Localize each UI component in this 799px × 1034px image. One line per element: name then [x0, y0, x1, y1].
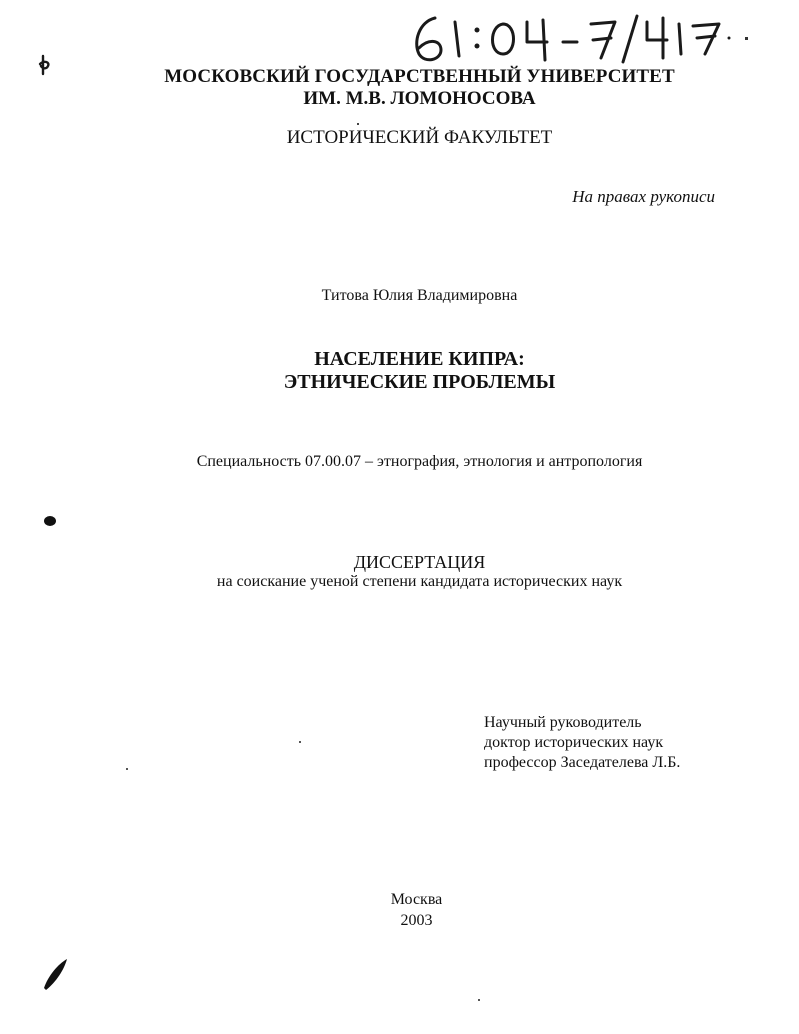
supervisor-title: доктор исторических наук: [484, 734, 664, 751]
scan-mark-middle: [42, 514, 58, 528]
university-name: МОСКОВСКИЙ ГОСУДАРСТВЕННЫЙ УНИВЕРСИТЕТ: [164, 66, 675, 87]
scan-dot: [478, 999, 480, 1001]
city: Москва: [390, 891, 443, 908]
scan-dot: [357, 123, 359, 125]
manuscript-rights-note: На правах рукописи: [572, 187, 715, 206]
dissertation-title-line2: ЭТНИЧЕСКИЕ ПРОБЛЕМЫ: [283, 371, 556, 393]
supervisor-role: Научный руководитель: [484, 714, 642, 731]
supervisor-name: профессор Заседателева Л.Б.: [484, 754, 681, 771]
scan-dot: [126, 768, 128, 770]
supervisor-block: [484, 713, 680, 773]
scan-mark-bottom: [40, 956, 70, 992]
degree-line: на соискание ученой степени кандидата исторических наук: [216, 573, 623, 590]
author-name: Титова Юлия Владимировна: [321, 287, 518, 304]
specialty-line: Специальность 07.00.07 – этнография, этнология и антропология: [196, 453, 643, 470]
dissertation-title: НАСЕЛЕНИЕ КИПРА:: [314, 348, 525, 370]
scan-dot: [299, 741, 301, 743]
year: 2003: [400, 912, 433, 929]
university-name-line2: ИМ. М.В. ЛОМОНОСОВА: [303, 88, 536, 109]
handwritten-archive-code: [405, 8, 735, 70]
faculty-name: ИСТОРИЧЕСКИЙ ФАКУЛЬТЕТ: [286, 127, 553, 148]
work-type-label: ДИССЕРТАЦИЯ: [353, 552, 486, 572]
scan-dot: [745, 37, 748, 40]
